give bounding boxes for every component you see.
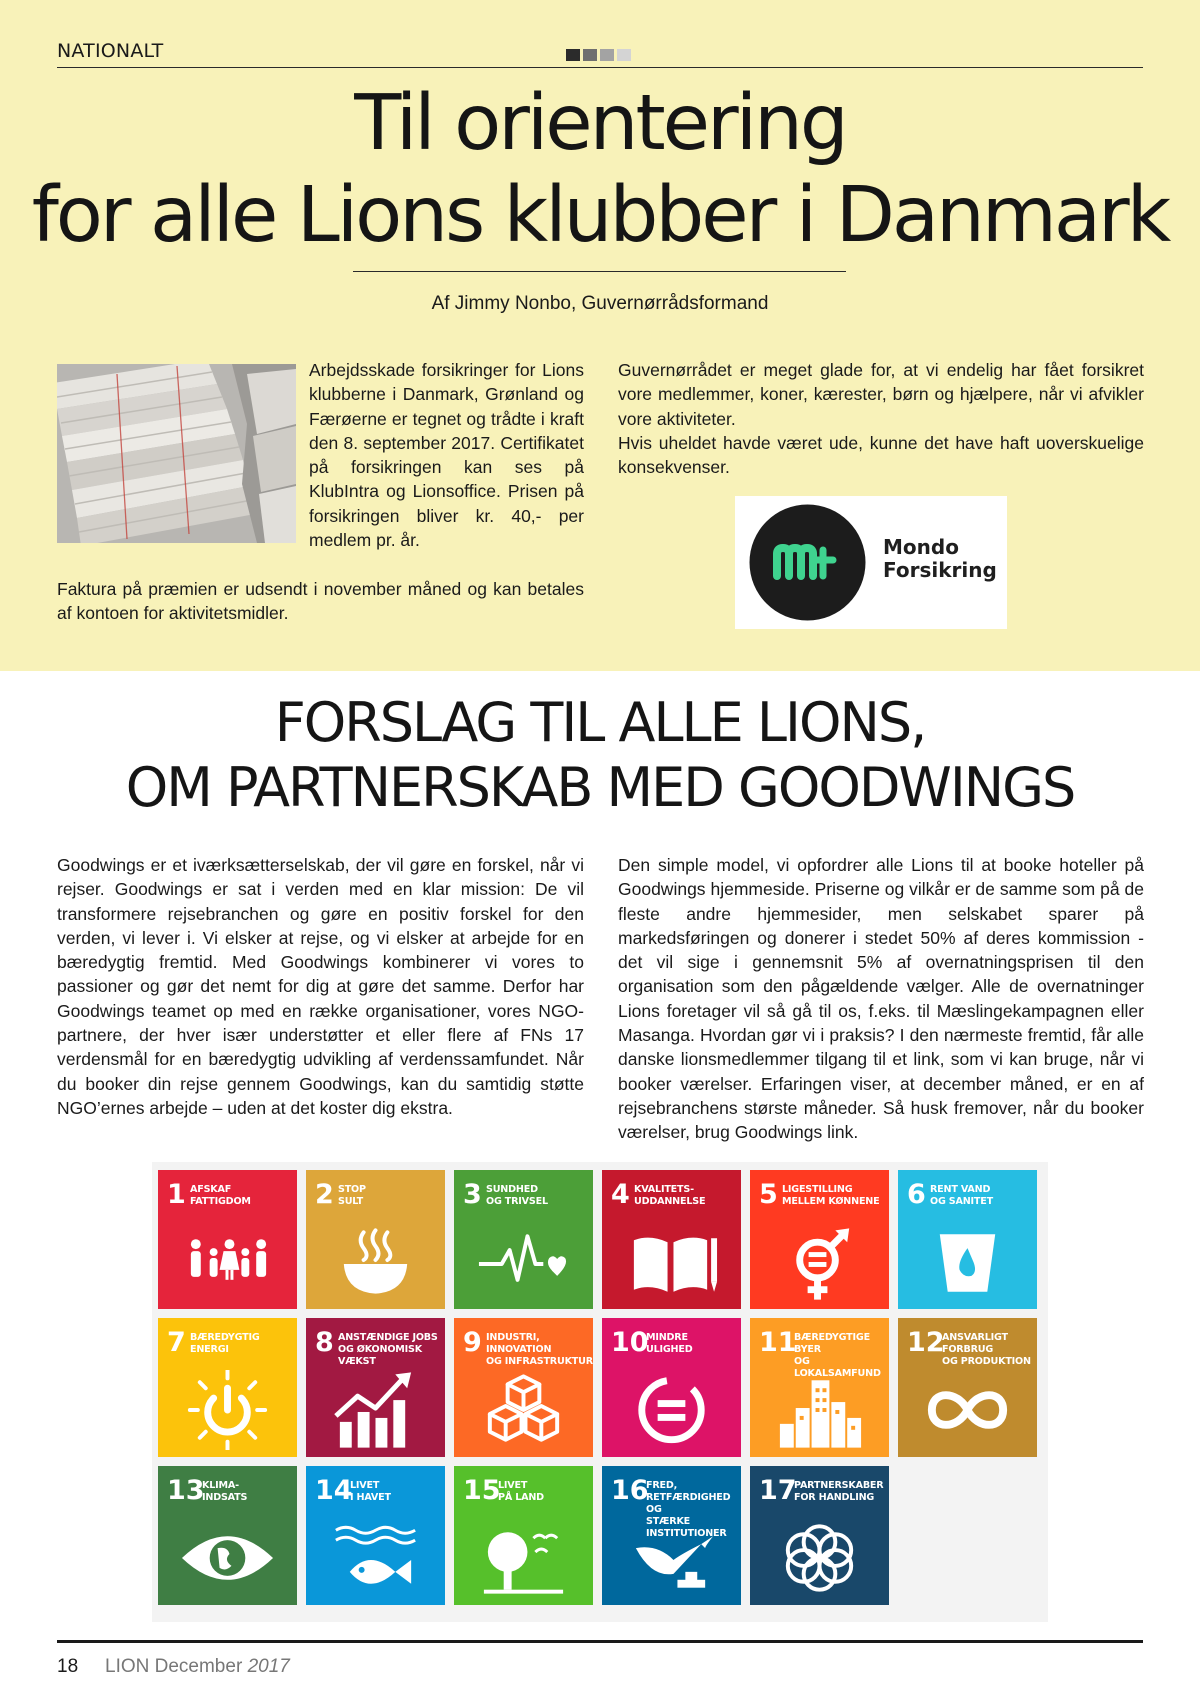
article2-title	[0, 690, 1200, 820]
section-label: NATIONALT	[57, 40, 164, 62]
sdg-goal-tile-5	[750, 1170, 889, 1309]
sdg-goal-label	[190, 1332, 260, 1356]
sdg-goal-label	[338, 1184, 366, 1208]
article1-col1-tail: Faktura på præmien er udsendt i november måned og kan betales af kontoen for aktivitetsmidler.	[57, 579, 584, 624]
infinity-icon	[918, 1370, 1017, 1450]
flower-rings-icon	[770, 1518, 869, 1598]
sdg-goal-tile-6	[898, 1170, 1037, 1309]
mondo-circle-icon	[749, 504, 866, 621]
sdg-goal-label	[930, 1184, 993, 1208]
newspaper-stack-photo	[57, 364, 296, 543]
article1-col1-text: Arbejdsskade forsikringer for Lions klubberne i Danmark, Grønland og Færøerne er tegnet og trådte i kraft den 8. september 2017. Certifikatet på forsikringen kan ses på KlubIntra og Lionsoffice. Prisen på forsikringen bliver kr. 40,- per medlem pr. år.	[309, 360, 584, 551]
sdg-goal-label-line: MINDRE	[646, 1332, 688, 1343]
sdg-goal-number: 7	[167, 1327, 186, 1358]
sdg-goal-label-line: LIVET	[350, 1480, 380, 1491]
sdg-goal-label	[338, 1332, 438, 1368]
article2-title-line1: FORSLAG TIL ALLE LIONS,	[274, 691, 926, 754]
sdg-goal-label-line: OG LOKALSAMFUND	[794, 1356, 881, 1379]
cubes-icon	[474, 1370, 573, 1450]
sdg-goal-tile-15	[454, 1466, 593, 1605]
sdg-goal-label-line: STÆRKE INSTITUTIONER	[646, 1516, 727, 1539]
magazine-issue	[105, 1656, 290, 1678]
sdg-goal-label	[646, 1332, 693, 1356]
page-number: 18	[57, 1656, 79, 1677]
sdg-goal-number: 9	[463, 1327, 482, 1358]
sdg-goal-label	[794, 1480, 883, 1504]
article2-col2-text: Den simple model, vi opfordrer alle Lions til at booke hoteller på Goodwings hjemmeside. Priserne og vilkår er de samme som på de fleste andre hjemmesider, men selskabet sparer på markedsføringen og donerer i stedet 50% af deres kommission - det vil sige i gennemsnit 5% af overnatningsprisen til den organisation som den pågældende vælger. Alle de overnatninger Lions foretager vil så gå til os, f.eks. til Mæslingekampagnen eller Masanga. Hvordan gør vi i praksis? I den nærmeste fremtid, får alle danske lionsmedlemmer tilgang til et link, som vi kan bruge, når vi booker værelser. Erfaringen viser, at december måned, er en af rejsebranchens største måneder. Så husk fremover, når du booker værelser, brug Goodwings link.	[618, 855, 1144, 1143]
sdg-goal-label	[486, 1332, 593, 1368]
dove-icon	[622, 1518, 721, 1598]
sdg-goal-label-line: SULT	[338, 1196, 363, 1207]
article1-title-line1: Til orientering	[354, 79, 846, 168]
article1-col2-p2: Hvis uheldet havde været ude, kunne det have haft uoverskuelige konsekvenser.	[618, 432, 1144, 478]
growth-chart-icon	[326, 1370, 425, 1450]
sdg-goal-label	[634, 1184, 705, 1208]
article1-title-line2: for alle Lions klubber i Danmark	[31, 171, 1169, 260]
sun-power-icon	[178, 1370, 277, 1450]
sdg-goal-label	[782, 1184, 880, 1208]
sdg-goal-number: 16	[611, 1475, 649, 1506]
magazine-name: LION December	[105, 1656, 243, 1677]
article1-title	[0, 78, 1200, 262]
sdg-goal-label	[486, 1184, 548, 1208]
sdg-goal-number: 11	[759, 1327, 797, 1358]
title-rule	[353, 271, 846, 272]
sdg-goal-label-line: UDDANNELSE	[634, 1196, 706, 1207]
sdg-goal-label-line: FORBRUG	[942, 1344, 994, 1355]
sdg-goal-tile-1	[158, 1170, 297, 1309]
sdg-goal-number: 6	[907, 1179, 926, 1210]
article2-title-line2: OM PARTNERSKAB MED GOODWINGS	[125, 756, 1075, 819]
sdg-goal-label-line: OG SANITET	[930, 1196, 993, 1207]
article1-col2	[618, 358, 1144, 479]
sdg-goal-label-line: OG PRODUKTION	[942, 1356, 1031, 1367]
article1-col2-p1: Guvernørrådet er meget glade for, at vi endelig har fået forsikret vore medlemmer, koner, kærester, børn og hjælpere, når vi afvikler vore aktiviteter.	[618, 360, 1144, 429]
sdg-goal-label-line: RENT VAND	[930, 1184, 991, 1195]
sdg-goal-tile-12	[898, 1318, 1037, 1457]
tree-icon	[474, 1518, 573, 1598]
sdg-goal-label-line: ANSTÆNDIGE JOBS	[338, 1332, 438, 1343]
sdg-goal-number: 12	[907, 1327, 945, 1358]
sdg-goal-label-line: AFSKAF	[190, 1184, 232, 1195]
book-icon	[622, 1222, 721, 1302]
sdg-goal-number: 5	[759, 1179, 778, 1210]
sdg-goal-tile-2	[306, 1170, 445, 1309]
sdg-goal-label	[942, 1332, 1031, 1368]
bowl-icon	[326, 1222, 425, 1302]
heartbeat-icon	[474, 1222, 573, 1302]
sdg-goal-label-line: BÆREDYGTIG	[190, 1332, 260, 1343]
sdg-goal-label-line: INDSATS	[202, 1492, 248, 1503]
gender-icon	[770, 1222, 869, 1302]
fish-icon	[326, 1518, 425, 1598]
article2-col1-text: Goodwings er et iværksætterselskab, der vil gøre en forskel, når vi rejser. Goodwings er sat i verden med en klar mission: De vil transformere rejsebranchen og gøre en positiv forskel for den verden, vi lever i. Vi elsker at rejse, og vi elsker at arbejde for en bæredygtig fremtid. Med Goodwings kombinerer vi vores to passioner og gør det nemt for dig at gøre det samme. Derfor har Goodwings teamet op med en række organisationer, vores NGO-partnere, der hver især understøtter et eller flere af FNs 17 verdensmål for en bæredygtig udvikling af verdenssamfundet. Når du booker din rejse gennem Goodwings, kan du samtidig støtte NGO’ernes arbejde – uden at det koster dig ekstra.	[57, 855, 584, 1118]
city-icon	[770, 1370, 869, 1450]
mondo-logo-text	[883, 536, 997, 582]
sdg-goal-number: 15	[463, 1475, 501, 1506]
sdg-goal-tile-13	[158, 1466, 297, 1605]
mondo-forsikring-logo	[735, 496, 1007, 629]
sdg-goal-label-line: STOP	[338, 1184, 366, 1195]
sdg-goal-number: 4	[611, 1179, 630, 1210]
sdg-goal-label-line: FOR HANDLING	[794, 1492, 875, 1503]
sdg-goal-label-line: OG ØKONOMISK	[338, 1344, 422, 1355]
magazine-year: 2017	[247, 1656, 290, 1677]
sdg-goal-label-line: BÆREDYGTIGE BYER	[794, 1332, 870, 1355]
sdg-goals-grid	[152, 1162, 1048, 1622]
sdg-goal-label-line: I HAVET	[350, 1492, 391, 1503]
sdg-goal-number: 17	[759, 1475, 797, 1506]
header-rule	[57, 67, 1143, 68]
sdg-goal-tile-11	[750, 1318, 889, 1457]
sdg-goal-number: 10	[611, 1327, 649, 1358]
sdg-goal-label-line: ENERGI	[190, 1344, 229, 1355]
sdg-goal-tile-8	[306, 1318, 445, 1457]
logo-line1: Mondo	[883, 535, 959, 559]
sdg-goal-label	[202, 1480, 247, 1504]
footer-rule	[57, 1640, 1143, 1643]
sdg-goal-label	[498, 1480, 544, 1504]
sdg-goal-tile-10	[602, 1318, 741, 1457]
logo-line2: Forsikring	[883, 558, 997, 582]
equal-icon	[622, 1370, 721, 1450]
sdg-goal-label-line: KLIMA-	[202, 1480, 239, 1491]
sdg-goal-tile-17	[750, 1466, 889, 1605]
water-icon	[918, 1222, 1017, 1302]
sdg-goal-label-line: MELLEM KØNNENE	[782, 1196, 880, 1207]
sdg-goal-number: 2	[315, 1179, 334, 1210]
sdg-goal-label-line: PARTNERSKABER	[794, 1480, 884, 1491]
sdg-goal-label-line: INDUSTRI, INNOVATION	[486, 1332, 552, 1355]
family-icon	[178, 1222, 277, 1302]
sdg-goal-label-line: OG TRIVSEL	[486, 1196, 548, 1207]
section-dots	[566, 49, 631, 61]
sdg-goal-label-line: SUNDHED	[486, 1184, 538, 1195]
sdg-goal-label-line: ANSVARLIGT	[942, 1332, 1008, 1343]
sdg-goal-label	[190, 1184, 251, 1208]
sdg-goal-number: 3	[463, 1179, 482, 1210]
sdg-goal-tile-4	[602, 1170, 741, 1309]
sdg-goal-number: 13	[167, 1475, 205, 1506]
sdg-goal-tile-3	[454, 1170, 593, 1309]
sdg-goal-label-line: FATTIGDOM	[190, 1196, 251, 1207]
sdg-goal-label-line: PÅ LAND	[498, 1492, 544, 1503]
sdg-goal-label-line: FRED, RETFÆRDIGHED OG	[646, 1480, 731, 1515]
sdg-goal-number: 14	[315, 1475, 353, 1506]
sdg-goal-label-line: ULIGHED	[646, 1344, 693, 1355]
sdg-goal-tile-7	[158, 1318, 297, 1457]
sdg-goal-label-line: VÆKST	[338, 1356, 376, 1367]
sdg-goal-tile-16	[602, 1466, 741, 1605]
sdg-goal-label-line: KVALITETS-	[634, 1184, 694, 1195]
eye-globe-icon	[178, 1518, 277, 1598]
sdg-goal-label-line: OG INFRASTRUKTUR	[486, 1356, 593, 1367]
sdg-goal-tile-9	[454, 1318, 593, 1457]
article1-byline: Af Jimmy Nonbo, Guvernørrådsformand	[431, 293, 769, 314]
sdg-goal-number: 1	[167, 1179, 186, 1210]
sdg-goal-label	[350, 1480, 391, 1504]
sdg-goal-label-line: LIGESTILLING	[782, 1184, 853, 1195]
sdg-goal-tile-14	[306, 1466, 445, 1605]
sdg-goal-number: 8	[315, 1327, 334, 1358]
sdg-goal-label-line: LIVET	[498, 1480, 528, 1491]
